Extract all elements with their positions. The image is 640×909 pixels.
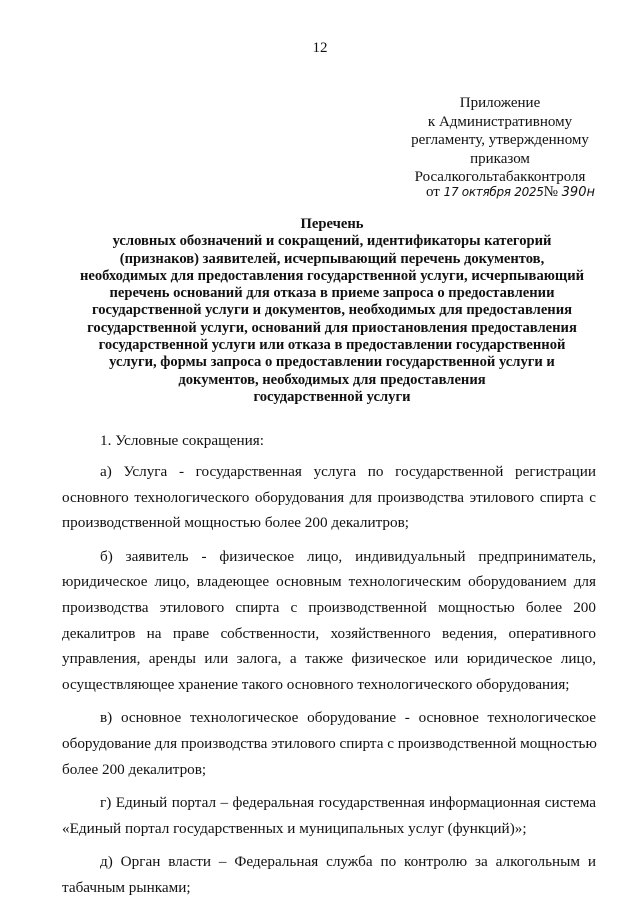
title-line: условных обозначений и сокращений, идентификаторы категорий xyxy=(112,233,552,250)
paragraph-line: более 200 декалитров; xyxy=(62,760,207,778)
appendix-line: регламенту, утвержденному xyxy=(411,132,589,148)
paragraph-line: д) Орган власти – Федеральная служба по контролю за алкогольным и xyxy=(100,853,596,871)
paragraph-line: управления, аренды или залога, а также физическое или юридическое лицо, xyxy=(62,650,596,668)
order-date-handwritten: 17 октября 2025 xyxy=(443,185,544,199)
paragraph-line: декалитров на праве собственности, хозяйственного ведения, оперативного xyxy=(62,624,596,642)
order-prefix: от xyxy=(426,184,440,200)
document-title xyxy=(56,216,608,406)
paragraph-line: производственной мощностью более 200 декалитров; xyxy=(62,514,409,532)
item-a-paragraph xyxy=(62,459,596,536)
order-number-handwritten: 390н xyxy=(561,185,595,200)
title-line: необходимых для предоставления государственной услуги, исчерпывающий xyxy=(79,267,585,284)
paragraph-line: оборудование для производства этилового спирта с производственной мощностью xyxy=(62,734,597,752)
title-line: (признаков) заявителей, исчерпывающий перечень документов, xyxy=(119,250,545,267)
section-heading: 1. Условные сокращения: xyxy=(100,432,265,449)
paragraph-line: «Единый портал государственных и муниципальных услуг (функций)»; xyxy=(62,819,527,837)
paragraph-line: а) Услуга - государственная услуга по государственной регистрации xyxy=(100,463,596,480)
document-body xyxy=(62,431,596,909)
paragraph-line: в) основное технологическое оборудование - основное технологическое xyxy=(100,709,596,727)
item-v-paragraph xyxy=(62,705,596,782)
appendix-block xyxy=(400,94,600,187)
paragraph-line: основного технологического оборудования для производства этилового спирта с xyxy=(62,488,596,506)
title-heading: Перечень xyxy=(300,216,364,232)
paragraph-line: табачным рынками; xyxy=(62,878,191,896)
title-line: документов, необходимых для предоставления xyxy=(178,371,486,388)
appendix-line: к Административному xyxy=(427,113,573,130)
order-number-prefix: № xyxy=(543,184,558,200)
page-number: 12 xyxy=(312,40,328,56)
title-line: государственной услуги xyxy=(253,388,411,405)
title-line: государственной услуги или отказа в предоставлении государственной xyxy=(98,337,566,354)
item-d-paragraph xyxy=(62,849,596,900)
paragraph-line: осуществляющее хранение такого основного технологического оборудования; xyxy=(62,675,570,693)
paragraph-line: б) заявитель - физическое лицо, индивидуальный предприниматель, xyxy=(100,547,596,565)
item-b-paragraph xyxy=(62,544,596,698)
title-line: государственной услуги и документов, необходимых для предоставления xyxy=(91,302,573,319)
title-line: услуги, формы запроса о предоставлении государственной услуги и xyxy=(109,354,555,371)
paragraph-line: г) Единый портал – федеральная государственная информационная система xyxy=(100,794,596,812)
appendix-line: приказом xyxy=(470,150,530,167)
paragraph-line: производства этилового спирта с производственной мощностью более 200 xyxy=(62,598,596,616)
paragraph-line: юридическое лицо, владеющее основным технологическим оборудованием для xyxy=(62,573,596,591)
item-g-paragraph xyxy=(62,790,596,841)
title-line: государственной услуги, оснований для приостановления предоставления xyxy=(87,319,577,336)
order-date-line xyxy=(426,184,595,201)
title-line: перечень оснований для отказа в приеме запроса о предоставлении xyxy=(109,285,555,302)
appendix-line: Приложение xyxy=(459,95,541,111)
appendix-line: Росалкогольтабакконтроля xyxy=(414,169,586,185)
